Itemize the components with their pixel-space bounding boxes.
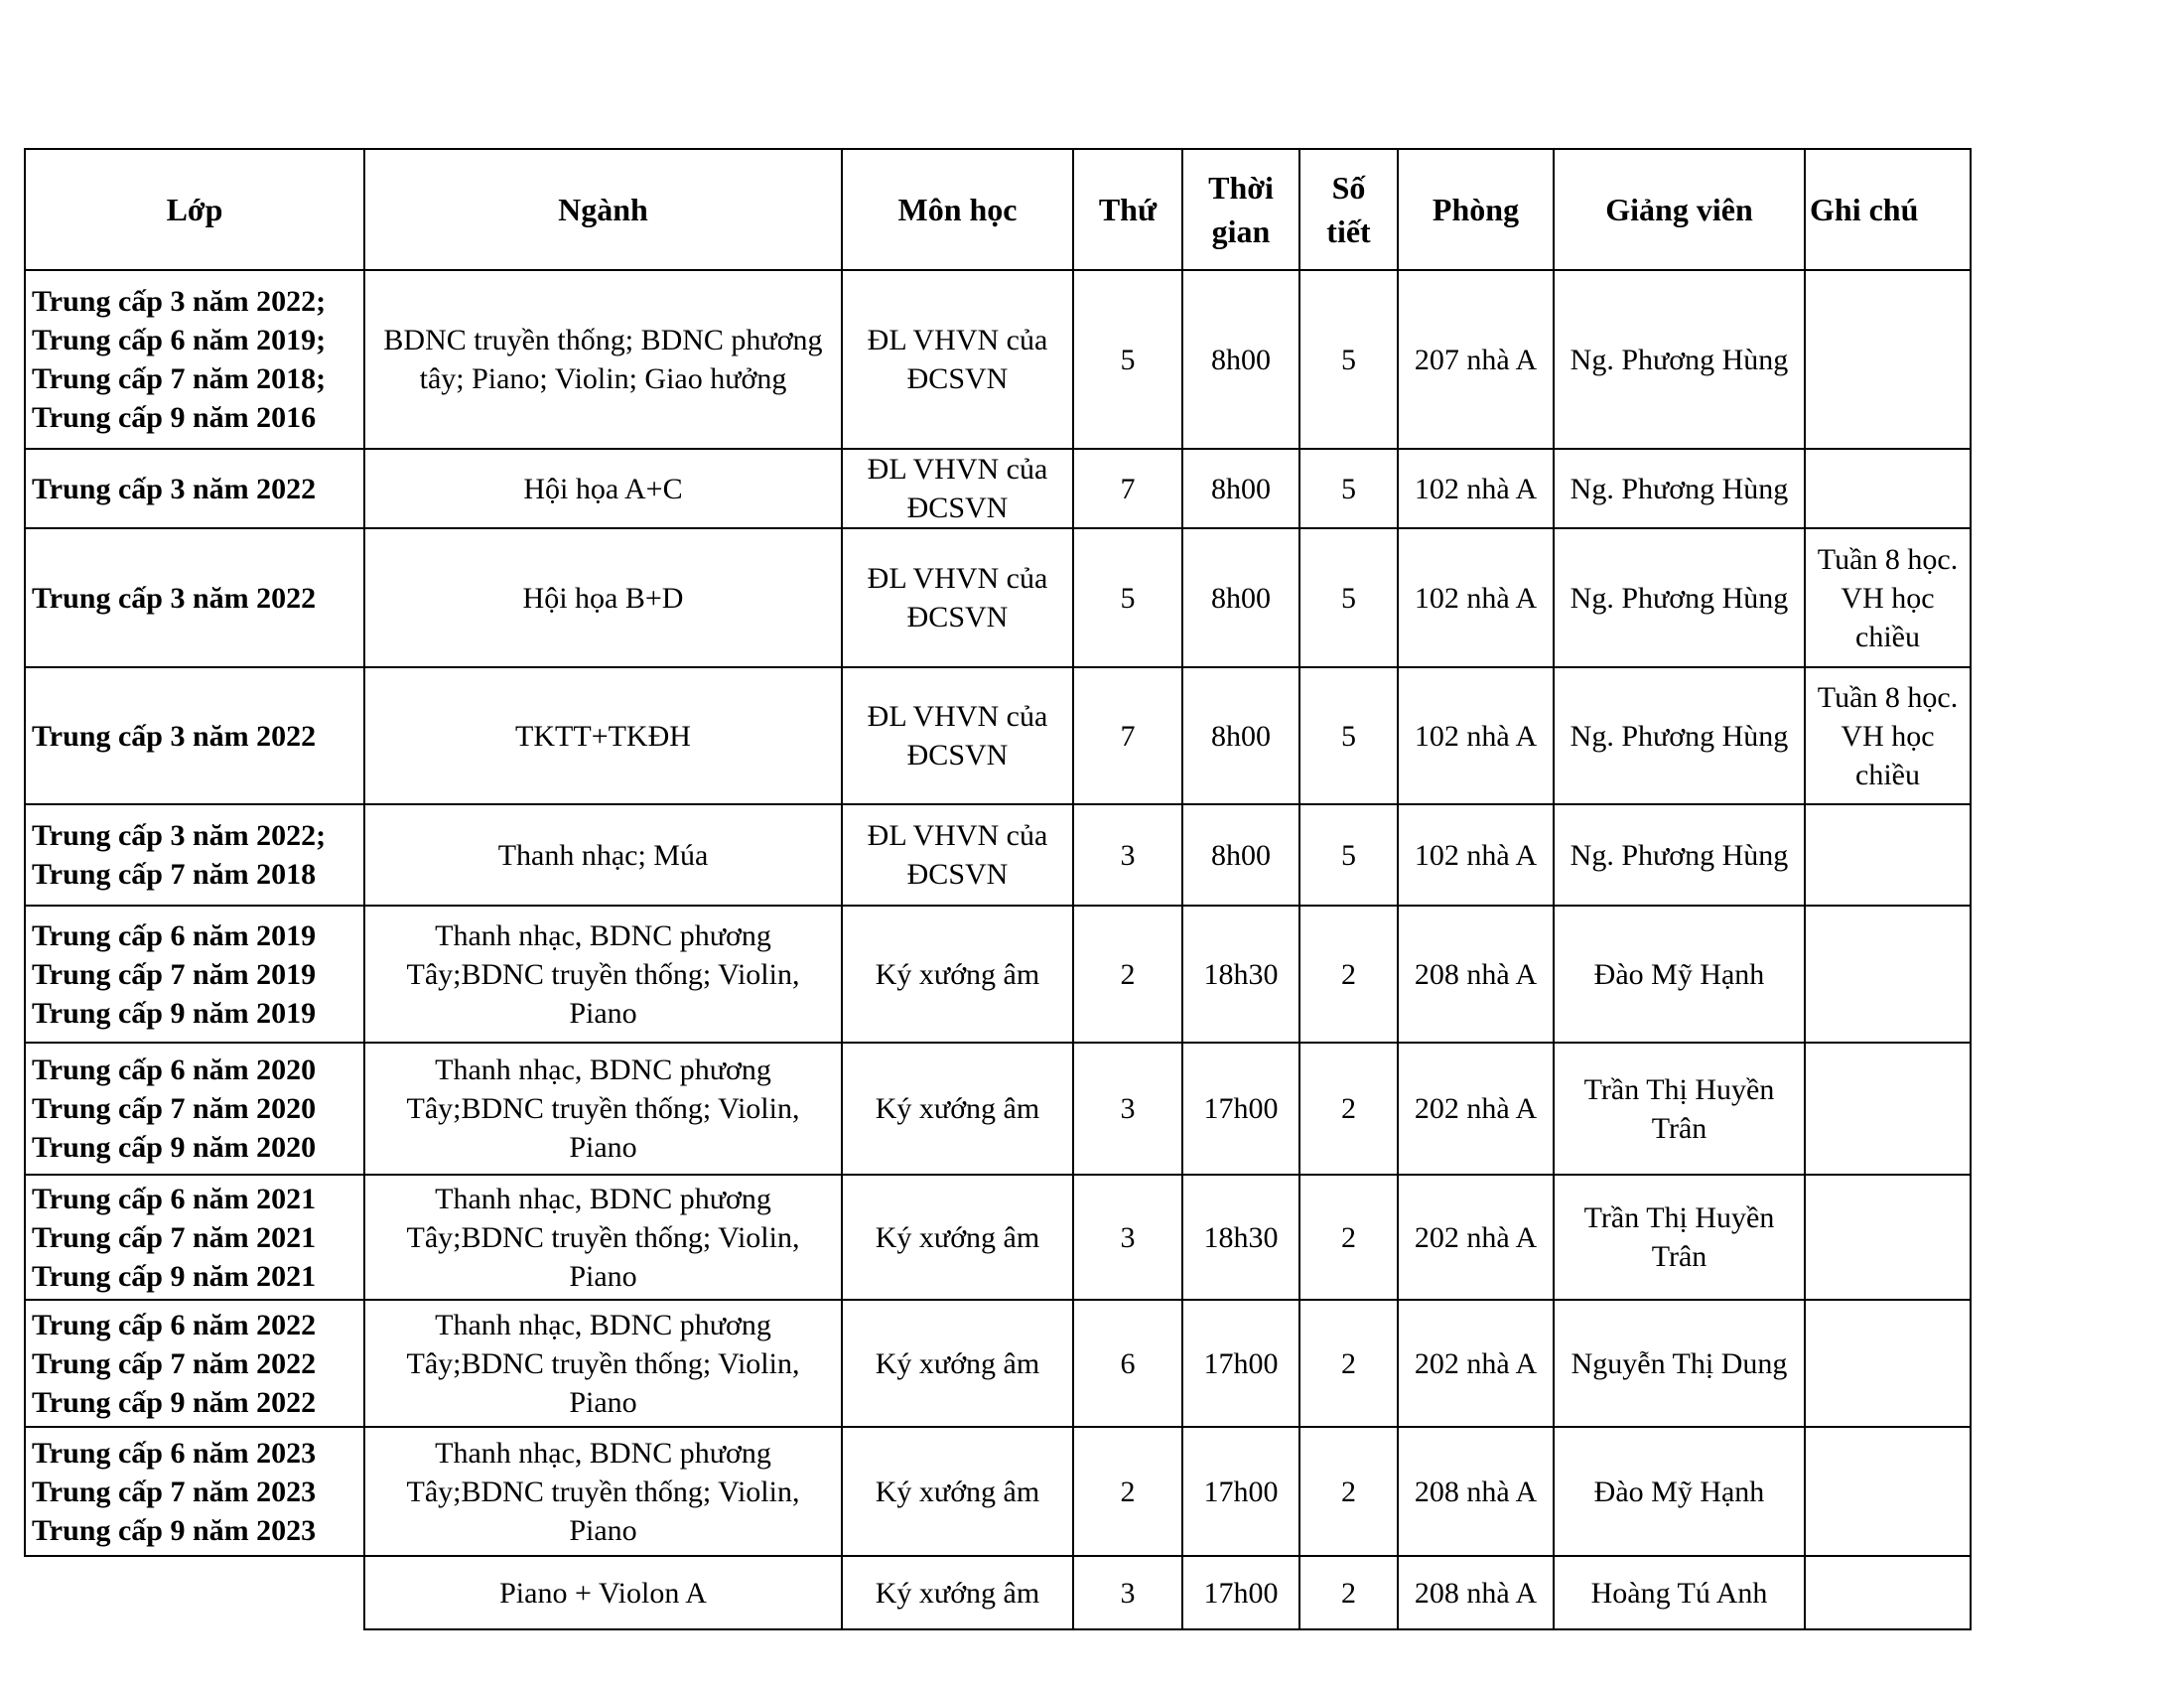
mon-hoc-cell: ĐL VHVN của ĐCSVN xyxy=(842,449,1073,528)
phong-cell: 102 nhà A xyxy=(1398,667,1554,804)
ghi-chu-cell xyxy=(1805,906,1971,1043)
lop-line: Trung cấp 3 năm 2022 xyxy=(32,719,317,753)
nganh-cell: Thanh nhạc, BDNC phương Tây;BDNC truyền thống; Violin, Piano xyxy=(364,1043,842,1175)
thu-cell: 2 xyxy=(1073,1427,1182,1556)
thu-cell: 2 xyxy=(1073,906,1182,1043)
phong-cell: 208 nhà A xyxy=(1398,1556,1554,1629)
mon-hoc-cell: Ký xướng âm xyxy=(842,906,1073,1043)
giang-vien-cell: Trần Thị Huyền Trân xyxy=(1554,1175,1805,1300)
thu-cell: 6 xyxy=(1073,1300,1182,1427)
mon-hoc-cell: ĐL VHVN của ĐCSVN xyxy=(842,270,1073,449)
giang-vien-cell: Ng. Phương Hùng xyxy=(1554,667,1805,804)
thoi-gian-cell: 8h00 xyxy=(1182,667,1299,804)
lop-line: Trung cấp 3 năm 2022 xyxy=(32,472,317,505)
nganh-cell: Thanh nhạc, BDNC phương Tây;BDNC truyền thống; Violin, Piano xyxy=(364,1427,842,1556)
lop-cell xyxy=(25,1427,364,1556)
mon-hoc-cell: Ký xướng âm xyxy=(842,1300,1073,1427)
lop-line: Trung cấp 9 năm 2020 xyxy=(32,1131,317,1164)
header-mon-hoc: Môn học xyxy=(842,149,1073,270)
lop-cell xyxy=(25,270,364,449)
lop-cell xyxy=(25,1175,364,1300)
lop-cell xyxy=(25,1043,364,1175)
mon-hoc-cell: Ký xướng âm xyxy=(842,1043,1073,1175)
thoi-gian-cell: 17h00 xyxy=(1182,1300,1299,1427)
schedule-table xyxy=(24,148,1972,1630)
phong-cell: 208 nhà A xyxy=(1398,1427,1554,1556)
thu-cell: 7 xyxy=(1073,449,1182,528)
header-nganh: Ngành xyxy=(364,149,842,270)
ghi-chu-cell: Tuần 8 học. VH học chiều xyxy=(1805,528,1971,667)
mon-hoc-cell: ĐL VHVN của ĐCSVN xyxy=(842,528,1073,667)
table-row xyxy=(25,528,1971,667)
lop-line: Trung cấp 7 năm 2018 xyxy=(32,858,317,891)
thu-cell: 3 xyxy=(1073,1556,1182,1629)
header-ghi-chu: Ghi chú xyxy=(1805,149,1971,270)
header-so-tiet: Số tiết xyxy=(1299,149,1398,270)
mon-hoc-cell: Ký xướng âm xyxy=(842,1556,1073,1629)
giang-vien-cell: Ng. Phương Hùng xyxy=(1554,449,1805,528)
header-thoi-gian: Thời gian xyxy=(1182,149,1299,270)
lop-line: Trung cấp 9 năm 2023 xyxy=(32,1513,317,1547)
lop-line: Trung cấp 7 năm 2023 xyxy=(32,1475,317,1508)
so-tiet-cell: 2 xyxy=(1299,1300,1398,1427)
table-row xyxy=(25,449,1971,528)
ghi-chu-cell xyxy=(1805,449,1971,528)
lop-line: Trung cấp 6 năm 2020 xyxy=(32,1054,317,1086)
giang-vien-cell: Ng. Phương Hùng xyxy=(1554,528,1805,667)
so-tiet-cell: 2 xyxy=(1299,906,1398,1043)
mon-hoc-cell: Ký xướng âm xyxy=(842,1427,1073,1556)
ghi-chu-cell xyxy=(1805,1043,1971,1175)
header-lop: Lớp xyxy=(25,149,364,270)
phong-cell: 208 nhà A xyxy=(1398,906,1554,1043)
so-tiet-cell: 5 xyxy=(1299,804,1398,906)
giang-vien-cell: Ng. Phương Hùng xyxy=(1554,270,1805,449)
table-row xyxy=(25,1556,1971,1629)
lop-cell xyxy=(25,667,364,804)
mon-hoc-cell: ĐL VHVN của ĐCSVN xyxy=(842,804,1073,906)
nganh-cell: TKTT+TKĐH xyxy=(364,667,842,804)
ghi-chu-cell xyxy=(1805,1556,1971,1629)
ghi-chu-cell xyxy=(1805,1300,1971,1427)
thu-cell: 3 xyxy=(1073,1043,1182,1175)
so-tiet-cell: 2 xyxy=(1299,1556,1398,1629)
giang-vien-cell: Trần Thị Huyền Trân xyxy=(1554,1043,1805,1175)
thoi-gian-cell: 17h00 xyxy=(1182,1556,1299,1629)
lop-line: Trung cấp 6 năm 2022 xyxy=(32,1308,317,1341)
lop-cell xyxy=(25,906,364,1043)
lop-cell xyxy=(25,528,364,667)
thoi-gian-cell: 18h30 xyxy=(1182,1175,1299,1300)
thoi-gian-cell: 8h00 xyxy=(1182,804,1299,906)
giang-vien-cell: Hoàng Tú Anh xyxy=(1554,1556,1805,1629)
table-row xyxy=(25,667,1971,804)
table-row xyxy=(25,1043,1971,1175)
thu-cell: 7 xyxy=(1073,667,1182,804)
lop-line: Trung cấp 3 năm 2022 xyxy=(32,581,317,615)
giang-vien-cell: Nguyễn Thị Dung xyxy=(1554,1300,1805,1427)
lop-cell xyxy=(25,804,364,906)
lop-cell xyxy=(25,449,364,528)
thoi-gian-cell: 8h00 xyxy=(1182,528,1299,667)
lop-line: Trung cấp 6 năm 2023 xyxy=(32,1436,317,1470)
table-row xyxy=(25,1300,1971,1427)
phong-cell: 102 nhà A xyxy=(1398,804,1554,906)
mon-hoc-cell: Ký xướng âm xyxy=(842,1175,1073,1300)
phong-cell: 207 nhà A xyxy=(1398,270,1554,449)
nganh-cell: Thanh nhạc, BDNC phương Tây;BDNC truyền thống; Violin, Piano xyxy=(364,906,842,1043)
table-row xyxy=(25,1427,1971,1556)
nganh-cell: BDNC truyền thống; BDNC phương tây; Piano; Violin; Giao hưởng xyxy=(364,270,842,449)
lop-line: Trung cấp 3 năm 2022; xyxy=(32,285,327,318)
phong-cell: 102 nhà A xyxy=(1398,449,1554,528)
thu-cell: 5 xyxy=(1073,270,1182,449)
lop-line: Trung cấp 6 năm 2019; xyxy=(32,324,327,356)
thoi-gian-cell: 8h00 xyxy=(1182,270,1299,449)
lop-line: Trung cấp 9 năm 2019 xyxy=(32,996,317,1030)
lop-line: Trung cấp 7 năm 2020 xyxy=(32,1092,317,1125)
phong-cell: 202 nhà A xyxy=(1398,1300,1554,1427)
ghi-chu-cell xyxy=(1805,270,1971,449)
giang-vien-cell: Đào Mỹ Hạnh xyxy=(1554,1427,1805,1556)
phong-cell: 202 nhà A xyxy=(1398,1043,1554,1175)
ghi-chu-cell xyxy=(1805,1427,1971,1556)
table-row xyxy=(25,1175,1971,1300)
nganh-cell: Thanh nhạc, BDNC phương Tây;BDNC truyền thống; Violin, Piano xyxy=(364,1175,842,1300)
nganh-cell: Thanh nhạc; Múa xyxy=(364,804,842,906)
lop-line: Trung cấp 7 năm 2022 xyxy=(32,1346,317,1380)
ghi-chu-cell xyxy=(1805,804,1971,906)
nganh-cell: Hội họa B+D xyxy=(364,528,842,667)
thoi-gian-cell: 18h30 xyxy=(1182,906,1299,1043)
mon-hoc-cell: ĐL VHVN của ĐCSVN xyxy=(842,667,1073,804)
nganh-cell: Piano + Violon A xyxy=(364,1556,842,1629)
thu-cell: 3 xyxy=(1073,804,1182,906)
so-tiet-cell: 5 xyxy=(1299,449,1398,528)
giang-vien-cell: Ng. Phương Hùng xyxy=(1554,804,1805,906)
lop-cell xyxy=(25,1300,364,1427)
thu-cell: 3 xyxy=(1073,1175,1182,1300)
schedule-page xyxy=(24,148,1970,1630)
lop-line: Trung cấp 3 năm 2022; xyxy=(32,819,327,852)
phong-cell: 102 nhà A xyxy=(1398,528,1554,667)
phong-cell: 202 nhà A xyxy=(1398,1175,1554,1300)
ghi-chu-cell xyxy=(1805,1175,1971,1300)
so-tiet-cell: 2 xyxy=(1299,1043,1398,1175)
header-phong: Phòng xyxy=(1398,149,1554,270)
table-row xyxy=(25,270,1971,449)
header-giang-vien: Giảng viên xyxy=(1554,149,1805,270)
so-tiet-cell: 2 xyxy=(1299,1175,1398,1300)
lop-line: Trung cấp 7 năm 2019 xyxy=(32,957,317,991)
lop-line: Trung cấp 7 năm 2018; xyxy=(32,362,327,395)
nganh-cell: Hội họa A+C xyxy=(364,449,842,528)
giang-vien-cell: Đào Mỹ Hạnh xyxy=(1554,906,1805,1043)
lop-line: Trung cấp 7 năm 2021 xyxy=(32,1220,317,1254)
so-tiet-cell: 2 xyxy=(1299,1427,1398,1556)
ghi-chu-cell: Tuần 8 học. VH học chiều xyxy=(1805,667,1971,804)
thoi-gian-cell: 8h00 xyxy=(1182,449,1299,528)
header-row xyxy=(25,149,1971,270)
thu-cell: 5 xyxy=(1073,528,1182,667)
thoi-gian-cell: 17h00 xyxy=(1182,1043,1299,1175)
lop-line: Trung cấp 6 năm 2019 xyxy=(32,918,317,952)
lop-line: Trung cấp 9 năm 2021 xyxy=(32,1259,317,1293)
header-thu: Thứ xyxy=(1073,149,1182,270)
thoi-gian-cell: 17h00 xyxy=(1182,1427,1299,1556)
nganh-cell: Thanh nhạc, BDNC phương Tây;BDNC truyền thống; Violin, Piano xyxy=(364,1300,842,1427)
lop-cell xyxy=(25,1556,364,1629)
so-tiet-cell: 5 xyxy=(1299,270,1398,449)
so-tiet-cell: 5 xyxy=(1299,667,1398,804)
lop-line: Trung cấp 9 năm 2022 xyxy=(32,1385,317,1419)
table-row xyxy=(25,804,1971,906)
lop-line: Trung cấp 9 năm 2016 xyxy=(32,401,317,434)
lop-line: Trung cấp 6 năm 2021 xyxy=(32,1182,317,1215)
table-row xyxy=(25,906,1971,1043)
so-tiet-cell: 5 xyxy=(1299,528,1398,667)
